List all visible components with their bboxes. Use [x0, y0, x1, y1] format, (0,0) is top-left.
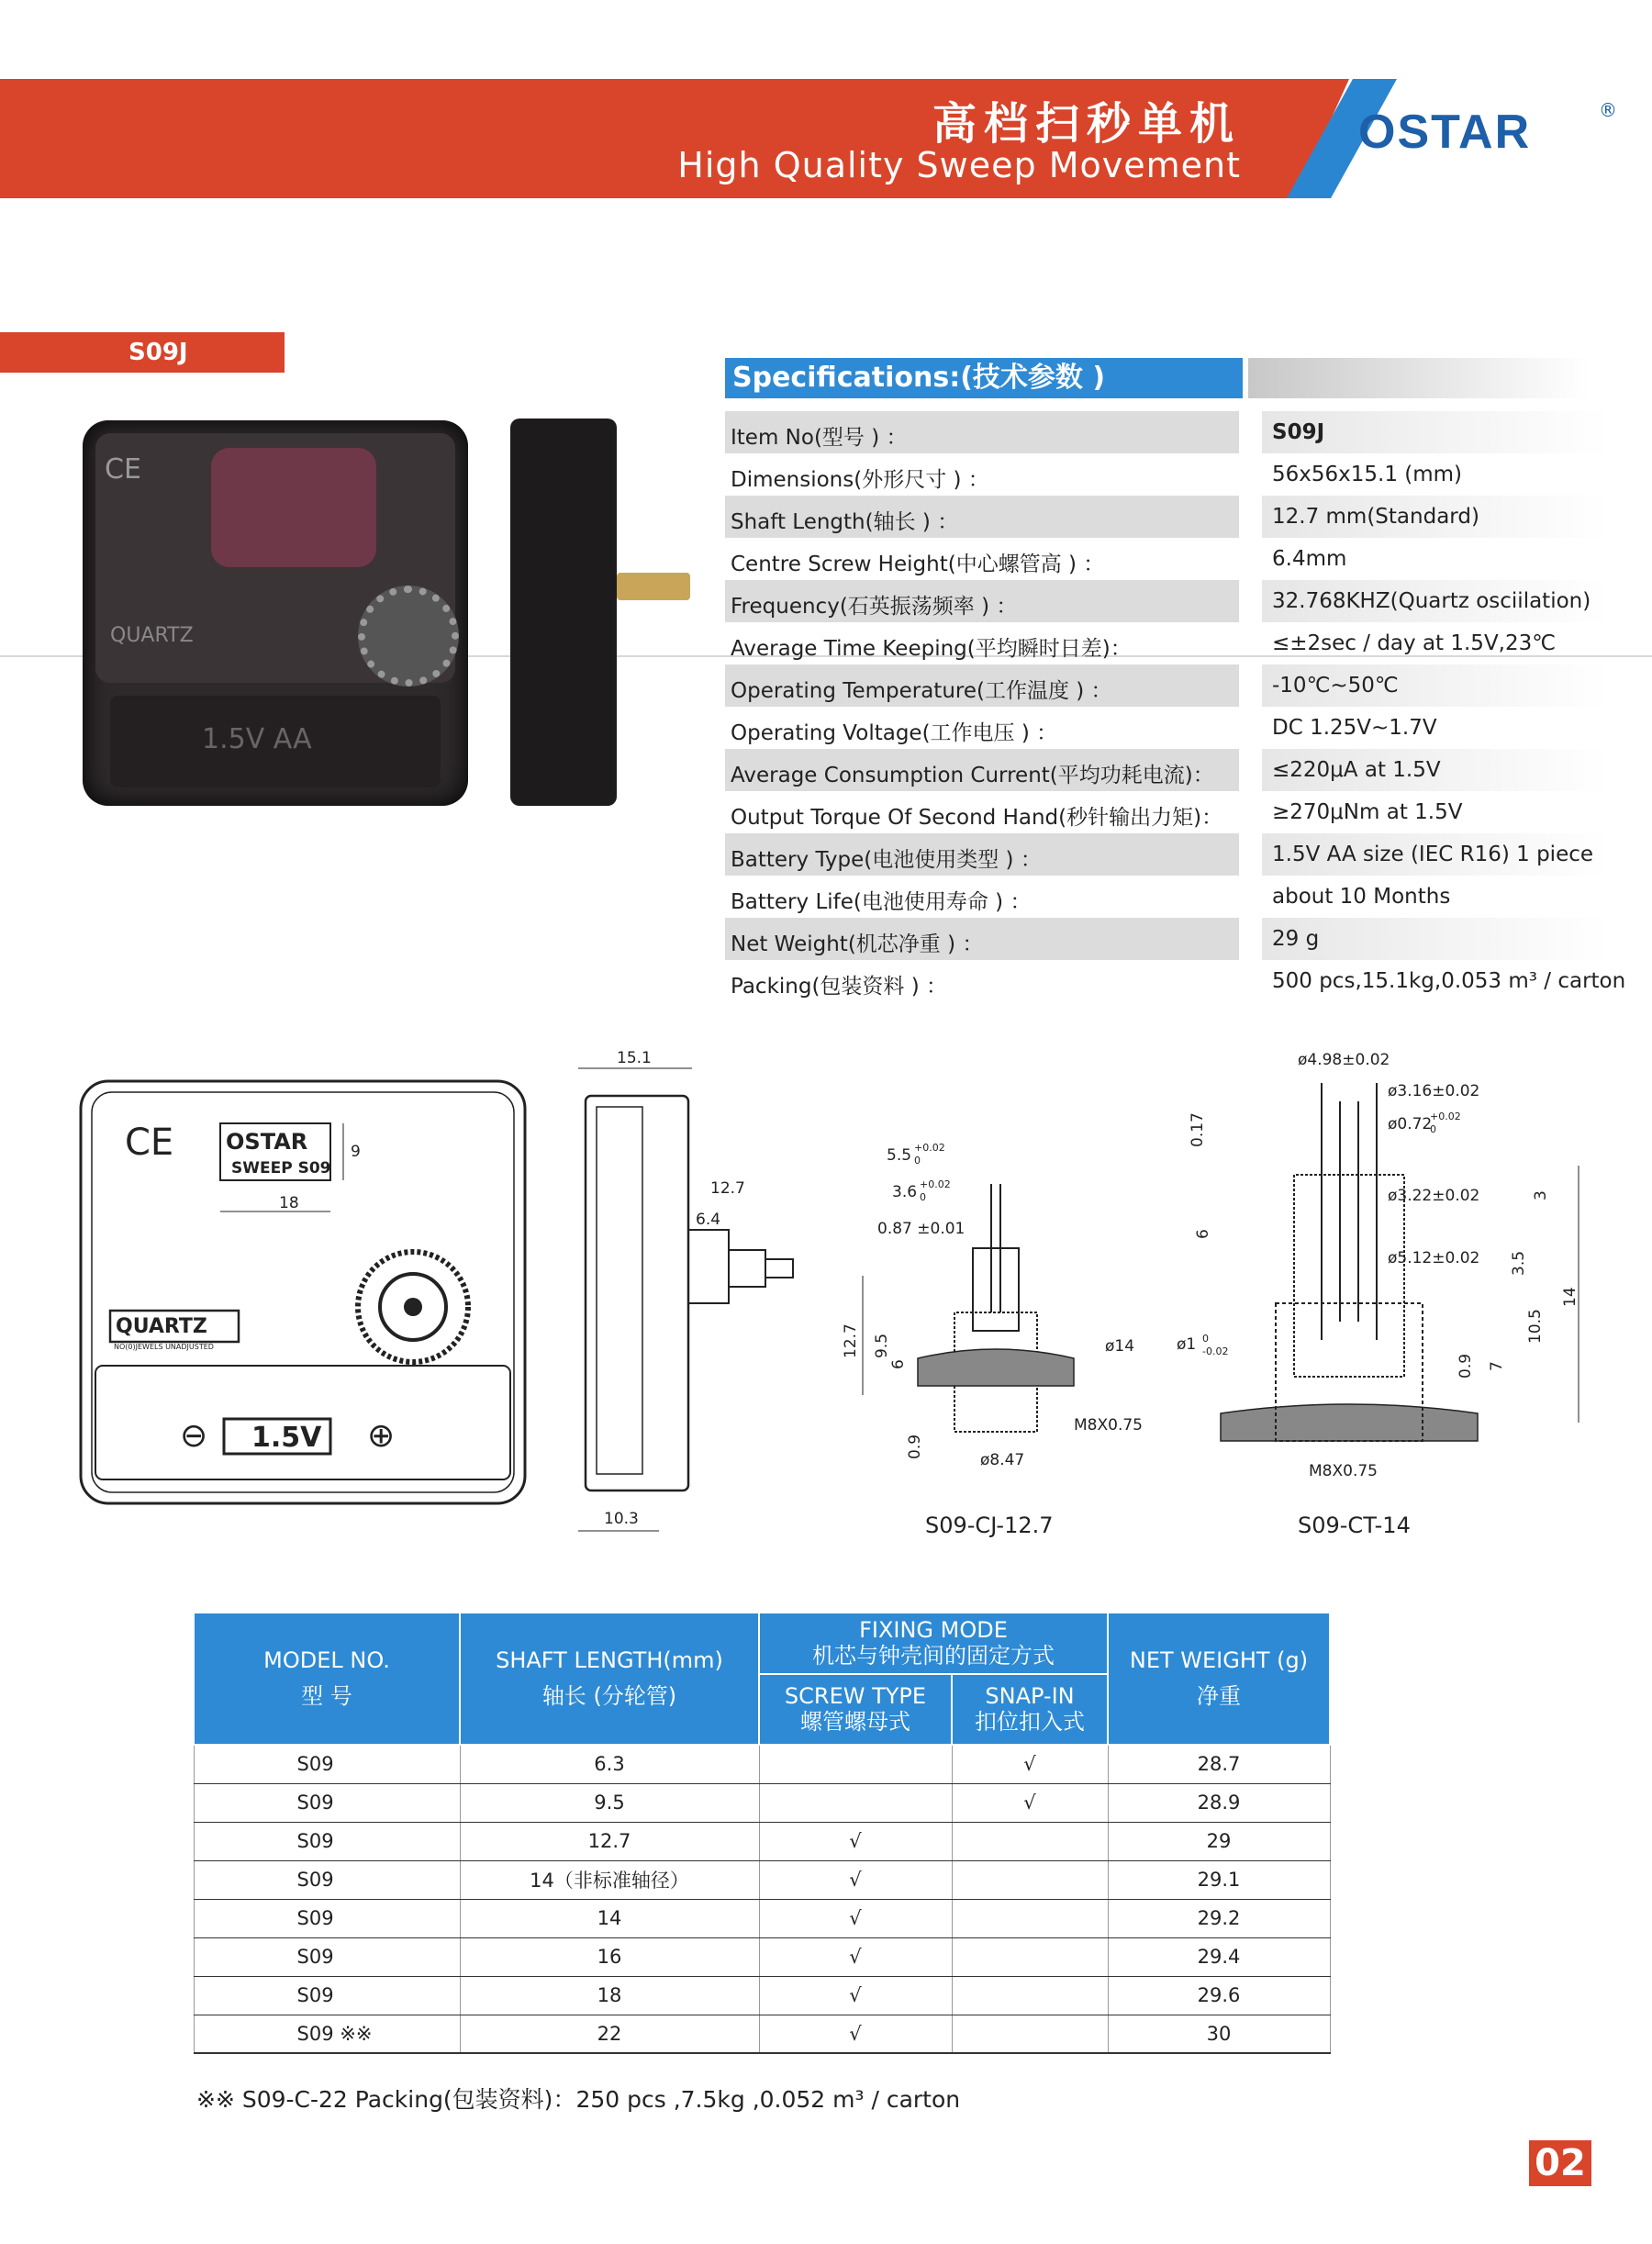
header-model-cn: 型 号: [301, 1683, 352, 1709]
cj-dim: 3.6: [892, 1183, 918, 1201]
drawing-cj-caption: S09-CJ-12.7: [925, 1513, 1054, 1538]
product-photo-front: [83, 420, 468, 806]
cell-screw: √: [759, 1937, 952, 1976]
spec-label: Frequency(石英振荡频率 ) ：: [731, 595, 1018, 619]
cell-snap: √: [952, 1783, 1108, 1822]
ct-dim: M8X0.75: [1309, 1462, 1378, 1480]
spec-row: [725, 664, 1615, 707]
front-ce-mark: CE: [125, 1122, 174, 1164]
cell-weight: 29.1: [1108, 1860, 1330, 1899]
cj-dim: 5.5: [887, 1146, 912, 1165]
ct-dim: ø1: [1177, 1335, 1197, 1354]
spec-label: Net Weight(机芯净重 ) ：: [731, 932, 984, 956]
table-row: [194, 1899, 1330, 1937]
spec-label: Shaft Length(轴长 ) ：: [731, 510, 959, 534]
spec-row: [725, 833, 1615, 876]
spec-value: 29 g: [1272, 927, 1320, 951]
drawing-ct-shaft: [1175, 1046, 1597, 1496]
spec-value: ≥270μNm at 1.5V: [1272, 800, 1463, 824]
cell-screw: √: [759, 1976, 952, 2015]
spec-value: S09J: [1272, 420, 1325, 444]
drawing-ct-caption: S09-CT-14: [1298, 1513, 1411, 1538]
ct-dim: ø4.98±0.02: [1298, 1051, 1390, 1069]
spec-row: [725, 538, 1615, 580]
cj-dim: 9.5: [873, 1333, 891, 1358]
spec-value: about 10 Months: [1272, 885, 1451, 909]
header-screw-en: SCREW TYPE: [784, 1682, 927, 1709]
header-fixing-cn: 机芯与钟壳间的固定方式: [812, 1643, 1055, 1669]
table-row: [194, 2015, 1330, 2053]
cell-snap: [952, 1822, 1108, 1860]
model-table: [193, 1612, 1331, 2054]
cj-dim: 6: [889, 1359, 908, 1369]
spec-label: Output Torque Of Second Hand(秒针输出力矩)：: [731, 806, 1223, 830]
header-model-no: [194, 1613, 460, 1745]
header-banner: [0, 79, 1652, 198]
photo-side-shaft: [617, 573, 690, 600]
cell-shaft: 14（非标准轴径）: [460, 1860, 759, 1899]
spec-value: ≤220μA at 1.5V: [1272, 758, 1441, 782]
cell-weight: 29.6: [1108, 1976, 1330, 2015]
ct-dim: 6: [1194, 1229, 1212, 1239]
header-fixing-en: FIXING MODE: [859, 1616, 1008, 1643]
banner-title-cn: 高档扫秒单机: [932, 98, 1241, 150]
cell-weight: 28.9: [1108, 1783, 1330, 1822]
spec-label: Centre Screw Height(中心螺管高 ) ：: [731, 553, 1105, 576]
front-plus-icon: ⊕: [367, 1417, 396, 1455]
page-number: 02: [1529, 2140, 1591, 2186]
model-tab: S09J: [0, 332, 285, 373]
header-snap-in: [952, 1674, 1108, 1745]
cell-snap: [952, 2015, 1108, 2053]
cj-dim: 0.87 ±0.01: [877, 1220, 966, 1238]
header-model-en: MODEL NO.: [263, 1647, 390, 1674]
ct-dim: 3.5: [1510, 1250, 1528, 1276]
ct-dim: -0.02: [1202, 1345, 1229, 1357]
cell-shaft: 18: [460, 1976, 759, 2015]
cj-dim: 0: [914, 1155, 921, 1167]
header-shaft-length: [460, 1613, 759, 1745]
spec-row: [725, 707, 1615, 749]
drawing-front-view: [77, 1074, 536, 1514]
cell-shaft: 12.7: [460, 1822, 759, 1860]
cell-model: S09: [194, 1860, 460, 1899]
front-battery-label: 1.5V: [251, 1422, 322, 1454]
ct-dim: +0.02: [1430, 1111, 1461, 1122]
front-dim-18: 18: [279, 1194, 299, 1212]
spec-row: [725, 918, 1615, 960]
photo-battery-label: 1.5V AA: [202, 723, 312, 755]
header-screw-cn: 螺管螺母式: [800, 1709, 910, 1736]
cell-snap: [952, 1937, 1108, 1976]
cell-shaft: 6.3: [460, 1745, 759, 1783]
banner-title-en: High Quality Sweep Movement: [677, 145, 1241, 185]
spec-row: [725, 876, 1615, 918]
cj-dim: 0.9: [906, 1434, 924, 1459]
photo-quartz-label: QUARTZ: [110, 624, 194, 647]
spec-row: [725, 453, 1615, 496]
ct-dim: ø0.72: [1388, 1115, 1433, 1133]
header-shaft-cn: 轴长 (分轮管): [541, 1683, 677, 1709]
header-net-weight: [1108, 1613, 1330, 1745]
spec-label: Average Consumption Current(平均功耗电流)：: [731, 764, 1214, 787]
cj-dim: ø14: [1105, 1337, 1135, 1356]
front-quartz-sublabel: NO(0)JEWELS UNADJUSTED: [114, 1343, 214, 1351]
spec-value: 56x56x15.1 (mm): [1272, 463, 1463, 486]
ct-dim: 10.5: [1526, 1309, 1545, 1344]
front-logo: OSTAR: [226, 1129, 308, 1155]
cell-screw: √: [759, 1899, 952, 1937]
table-row: [194, 1937, 1330, 1976]
cell-snap: √: [952, 1745, 1108, 1783]
spec-value: ≤±2sec / day at 1.5V,23℃: [1272, 631, 1557, 655]
table-row: [194, 1822, 1330, 1860]
cell-snap: [952, 1976, 1108, 2015]
cell-shaft: 9.5: [460, 1783, 759, 1822]
header-fixing-mode: [759, 1613, 1108, 1674]
spec-row: [725, 960, 1626, 1002]
drawing-cj-shaft: [826, 1129, 1166, 1478]
ct-dim: ø5.12±0.02: [1388, 1249, 1480, 1267]
spec-label: Item No(型号 ) ：: [731, 426, 908, 450]
header-snap-cn: 扣位扣入式: [975, 1709, 1085, 1736]
spec-value: 1.5V AA size (IEC R16) 1 piece: [1272, 843, 1594, 866]
registered-mark: ®: [1599, 99, 1617, 121]
header-snap-en: SNAP-IN: [985, 1682, 1075, 1709]
table-row: [194, 1783, 1330, 1822]
spec-row: [725, 496, 1615, 538]
spec-value: 32.768KHZ(Quartz osciilation): [1272, 589, 1591, 613]
ostar-logo: OSTAR: [1358, 106, 1532, 159]
front-quartz-label: QUARTZ: [116, 1315, 207, 1338]
cell-screw: √: [759, 1822, 952, 1860]
cell-shaft: 14: [460, 1899, 759, 1937]
front-dim-9: 9: [351, 1143, 361, 1161]
spec-label: Dimensions(外形尺寸 ) ：: [731, 468, 989, 492]
spec-label: Average Time Keeping(平均瞬时日差)：: [731, 637, 1132, 661]
cell-shaft: 16: [460, 1937, 759, 1976]
cell-model: S09: [194, 1822, 460, 1860]
cell-weight: 30: [1108, 2015, 1330, 2053]
cj-dim: M8X0.75: [1074, 1416, 1143, 1435]
ct-dim: 7: [1488, 1361, 1506, 1371]
header-screw-type: [759, 1674, 952, 1745]
front-sweep-label: SWEEP S09: [231, 1159, 331, 1178]
table-row: [194, 1976, 1330, 2015]
cell-weight: 28.7: [1108, 1745, 1330, 1783]
specifications-table: [725, 411, 1626, 1002]
header-shaft-en: SHAFT LENGTH(mm): [496, 1647, 723, 1674]
cell-snap: [952, 1899, 1108, 1937]
spec-row: [725, 622, 1615, 664]
spec-row: [725, 791, 1615, 833]
spec-label: Packing(包装资料 ) ：: [731, 975, 948, 999]
cell-weight: 29.2: [1108, 1899, 1330, 1937]
photo-front-window: [211, 448, 376, 567]
spec-value: DC 1.25V~1.7V: [1272, 716, 1437, 740]
spec-label: Battery Type(电池使用类型 ) ：: [731, 848, 1042, 872]
cell-weight: 29.4: [1108, 1937, 1330, 1976]
photo-ce-mark: CE: [105, 453, 141, 486]
spec-value: 12.7 mm(Standard): [1272, 505, 1479, 529]
ct-dim: ø3.22±0.02: [1388, 1187, 1480, 1205]
cj-dim: 12.7: [842, 1323, 860, 1358]
cell-model: S09: [194, 1937, 460, 1976]
cell-model: S09: [194, 1745, 460, 1783]
table-row: [194, 1745, 1330, 1783]
specifications-heading-fade: [1248, 358, 1588, 398]
spec-row: [725, 580, 1615, 622]
spec-label: Battery Life(电池使用寿命 ) ：: [731, 890, 1032, 914]
cell-model: S09: [194, 1899, 460, 1937]
cell-model: S09: [194, 1783, 460, 1822]
cell-screw: [759, 1783, 952, 1822]
cell-snap: [952, 1860, 1108, 1899]
ct-dim: 14: [1561, 1287, 1579, 1307]
side-dim-15-1: 15.1: [617, 1049, 652, 1067]
cell-model: S09: [194, 1976, 460, 2015]
header-weight-en: NET WEIGHT (g): [1129, 1647, 1309, 1674]
cell-shaft: 22: [460, 2015, 759, 2053]
drawing-side-view: [567, 1046, 806, 1542]
ct-dim: 3: [1532, 1190, 1550, 1200]
side-dim-12-7: 12.7: [710, 1179, 745, 1198]
spec-value: 500 pcs,15.1kg,0.053 m³ / carton: [1272, 969, 1626, 993]
cell-screw: √: [759, 1860, 952, 1899]
ct-dim: 0: [1202, 1333, 1209, 1345]
spec-row: [725, 749, 1615, 791]
cell-screw: [759, 1745, 952, 1783]
packing-footnote: ※※ S09-C-22 Packing(包装资料)：250 pcs ,7.5kg ,0.052 m³ / carton: [196, 2086, 961, 2113]
spec-value: -10℃~50℃: [1272, 674, 1399, 698]
spec-row: [725, 411, 1615, 453]
ct-dim: 0: [1430, 1123, 1436, 1135]
cell-weight: 29: [1108, 1822, 1330, 1860]
spec-value: 6.4mm: [1272, 547, 1347, 571]
header-weight-cn: 净重: [1197, 1683, 1241, 1709]
cell-screw: √: [759, 2015, 952, 2053]
ct-dim: 0.9: [1457, 1353, 1475, 1379]
table-row: [194, 1860, 1330, 1899]
specifications-heading: Specifications:(技术参数 ): [725, 358, 1243, 398]
spec-label: Operating Temperature(工作温度 ) ：: [731, 679, 1112, 703]
ct-dim: ø3.16±0.02: [1388, 1082, 1480, 1100]
front-minus-icon: ⊖: [180, 1417, 208, 1455]
side-dim-6-4: 6.4: [696, 1211, 721, 1229]
spec-label: Operating Voltage(工作电压 ) ：: [731, 721, 1058, 745]
product-photo-side: [510, 419, 617, 806]
cj-dim: 0: [920, 1191, 926, 1203]
photo-front-gear-icon: [358, 586, 459, 687]
cj-dim: +0.02: [920, 1178, 951, 1190]
cell-model: S09 ※※: [194, 2015, 460, 2053]
cj-dim: +0.02: [914, 1142, 945, 1154]
ct-dim: 0.17: [1189, 1112, 1207, 1147]
cj-dim: ø8.47: [980, 1451, 1025, 1469]
side-dim-10-3: 10.3: [604, 1510, 639, 1528]
